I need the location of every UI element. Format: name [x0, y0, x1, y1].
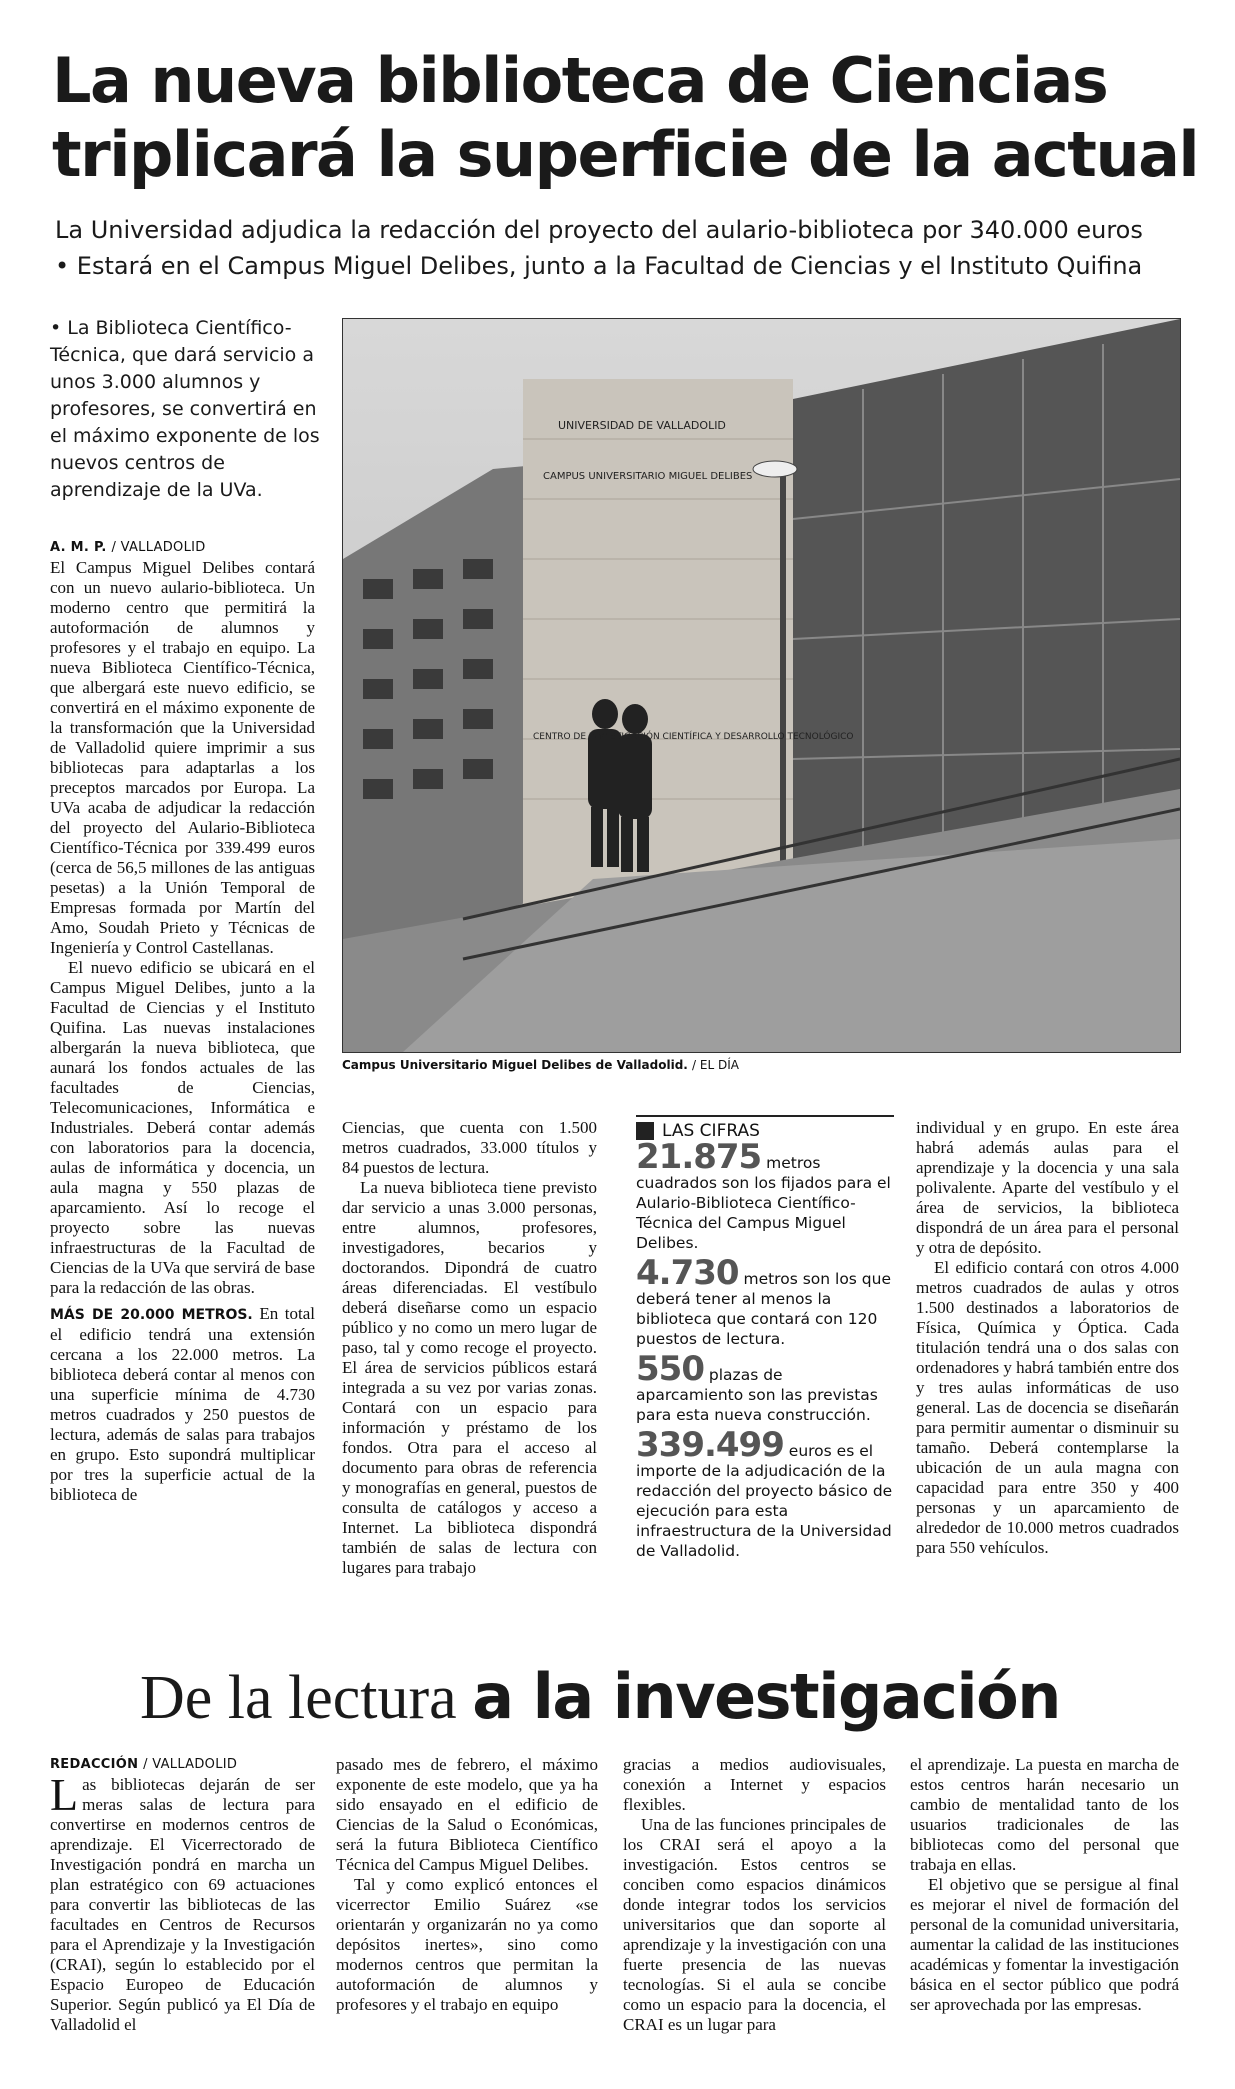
article-column-2	[342, 1118, 597, 1578]
article-paragraph: El edificio contará con otros 4.000 metros cuadrados de aulas y otros 1.500 destinados a laboratorios de Física, Química y Óptica. Cada titulación tendrá una o dos salas con ordenadores y habrá también entre dos y tres aulas informáticas de uso general. Las de docencia se diseñarán para permitir aumentar o disminuir su tamaño. Deberá contemplarse la ubicación de un aula magna con capacidad para entre 350 y 400 personas y un aparcamiento de alrededor de 10.000 metros cuadrados para 550 vehículos.	[916, 1258, 1179, 1557]
building-sign-research-center: CENTRO DE INVESTIGACIÓN CIENTÍFICA Y DESARROLLO TECNOLÓGICO	[533, 732, 854, 742]
figure-number: 21.875	[636, 1137, 762, 1177]
figure-text: euros es el importe de la adjudicación de la redacción del proyecto básico de ejecución para esta infraestructura de la Universidad de Valladolid.	[636, 1442, 893, 1560]
campus-photo	[342, 318, 1181, 1053]
drop-cap: L	[50, 1769, 79, 1820]
lead-summary: • La Biblioteca Científico-Técnica, que dará servicio a unos 3.000 alumnos y profesores, se convertirá en el máximo exponente de los nuevos centros de aprendizaje de la UVa.	[50, 317, 320, 501]
headline-line-1: La nueva biblioteca de Ciencias	[52, 44, 1108, 117]
byline-author: REDACCIÓN	[50, 1757, 139, 1772]
figure-item	[636, 1425, 894, 1561]
figure-number: 339.499	[636, 1425, 784, 1465]
figures-box-title: LAS CIFRAS	[662, 1121, 760, 1141]
byline-author: A. M. P.	[50, 540, 107, 555]
subheadline-line-2: • Estará en el Campus Miguel Delibes, junto a la Facultad de Ciencias y el Instituto Quifina	[55, 252, 1143, 280]
article-paragraph	[50, 1304, 315, 1505]
article-text: as bibliotecas dejarán de ser meras salas de lectura para convertirse en modernos centros de aprendizaje. El Vicerrectorado de Investigación pondrá en marcha un plan estratégico con 69 actuaciones para convertir las bibliotecas de las facultades en Centros de Recursos para el Aprendizaje y la Investigación (CRAI), según lo establecido por el Espacio Europeo de Educación Superior. Según publicó ya El Día de Valladolid el	[50, 1775, 315, 2034]
figure-text: plazas de aparcamiento son las previstas para esta nueva construcción.	[636, 1366, 878, 1424]
byline	[50, 1755, 315, 1775]
article-paragraph: Ciencias, que cuenta con 1.500 metros cuadrados, 33.000 títulos y 84 puestos de lectura.	[342, 1118, 597, 1177]
building-sign-university: UNIVERSIDAD DE VALLADOLID	[558, 419, 726, 432]
byline-city: / VALLADOLID	[143, 1757, 238, 1772]
photo-caption	[342, 1058, 1179, 1072]
byline	[50, 538, 315, 558]
article-paragraph: El objetivo que se persigue al final es mejorar el nivel de formación del personal de la comunidad universitaria, aumentar la calidad de las instituciones académicas y fomentar la investigación básica en el sector público que podrá ser aprovechada por las empresas.	[910, 1875, 1179, 2014]
article2-column-4	[910, 1755, 1179, 2015]
second-headline-bold: a la investigación	[472, 1660, 1060, 1733]
subheading: MÁS DE 20.000 METROS.	[50, 1307, 253, 1323]
second-headline-light: De la lectura	[140, 1664, 473, 1732]
subheadline	[55, 212, 1175, 284]
article-paragraph: pasado mes de febrero, el máximo exponente de este modelo, que ya ha sido ensayado en el edificio de Ciencias de la Salud o Económicas, será la futura Biblioteca Científico Técnica del Campus Miguel Delibes.	[336, 1755, 598, 1874]
article2-column-2	[336, 1755, 598, 2015]
article-paragraph: Tal y como explicó entonces el vicerrector Emilio Suárez «se orientarán y organizarán no ya como depósitos inertes», sino como modernos centros que permitan la autoformación de alumnos y profesores y el trabajo en equipo	[336, 1875, 598, 2014]
article-column-1	[50, 538, 315, 1505]
article-text: En total el edificio tendrá una extensión cercana a los 22.000 metros. La biblioteca deberá contar al menos con una superficie mínima de 4.730 metros cuadrados y 250 puestos de lectura, además de salas para trabajos en grupo. Esto supondrá multiplicar por tres la superficie actual de la biblioteca de	[50, 1304, 315, 1504]
figure-item	[636, 1253, 894, 1349]
article-paragraph	[50, 1769, 315, 2035]
figure-text: metros son los que deberá tener al menos la biblioteca que contará con 120 puestos de lectura.	[636, 1270, 892, 1348]
article-paragraph: El nuevo edificio se ubicará en el Campus Miguel Delibes, junto a la Facultad de Ciencias y el Instituto Quifina. Las nuevas instalaciones albergarán la nueva biblioteca, que aunará los fondos actuales de las facultades de Ciencias, Telecomunicaciones, Informática e Industriales. Deberá contar además con laboratorios para la docencia, aulas de informática y docencia, un aula magna y 550 plazas de aparcamiento. Así lo recoge el proyecto sobre las nuevas infraestructuras de la Facultad de Ciencias de la UVa que servirá de base para la redacción de las obras.	[50, 958, 315, 1297]
caption-text: Campus Universitario Miguel Delibes de Valladolid.	[342, 1058, 688, 1072]
second-headline	[140, 1660, 1120, 1734]
article-column-4	[916, 1118, 1179, 1558]
caption-source: / EL DÍA	[692, 1058, 739, 1072]
figure-text: metros cuadrados son los fijados para el Aulario-Biblioteca Científico-Técnica del Campus Miguel Delibes.	[636, 1154, 891, 1252]
article-paragraph: Una de las funciones principales de los CRAI será el apoyo a la investigación. Estos centros se conciben como espacios dinámicos donde integrar todos los servicios universitarios que dan soporte al aprendizaje y la investigación con una fuerte presencia de las nuevas tecnologías. Si el aula se concibe como un espacio para la docencia, el CRAI es un lugar para	[623, 1815, 886, 2034]
article-paragraph: el aprendizaje. La puesta en marcha de estos centros harán necesario un cambio de mentalidad tanto de los usuarios tradicionales de las bibliotecas como del personal que trabaja en ellas.	[910, 1755, 1179, 1874]
figure-item	[636, 1349, 894, 1425]
subheadline-line-1: La Universidad adjudica la redacción del proyecto del aulario-biblioteca por 340.000 euros	[55, 216, 1143, 244]
figures-box	[636, 1115, 894, 1571]
campus-building-illustration	[343, 319, 1180, 1052]
figure-number: 4.730	[636, 1253, 739, 1293]
byline-city: / VALLADOLID	[111, 540, 206, 555]
article-paragraph: gracias a medios audiovisuales, conexión a Internet y espacios flexibles.	[623, 1755, 886, 1814]
building-sign-campus: CAMPUS UNIVERSITARIO MIGUEL DELIBES	[543, 471, 753, 482]
article-paragraph: El Campus Miguel Delibes contará con un nuevo aulario-biblioteca. Un moderno centro que permitirá la autoformación de alumnos y profesores y el trabajo en equipo. La nueva Biblioteca Científico-Técnica, que albergará este nuevo edificio, se convertirá en el máximo exponente de la transformación que la Universidad de Valladolid quiere imprimir a sus bibliotecas para adaptarlas a los preceptos marcados por Europa. La UVa acaba de adjudicar la redacción del proyecto del Aulario-Biblioteca Científico-Técnica por 339.499 euros (cerca de 56,5 millones de las antiguas pesetas) a la Unión Temporal de Empresas formada por Martín del Amo, Soudah Prieto y Técnicas de Ingeniería y Control Castellanas.	[50, 558, 315, 957]
figure-number: 550	[636, 1349, 704, 1389]
article2-column-3	[623, 1755, 886, 2035]
article2-column-1	[50, 1755, 315, 2035]
headline-line-2: triplicará la superficie de la actual	[52, 118, 1199, 191]
article-paragraph: La nueva biblioteca tiene previsto dar servicio a unas 3.000 personas, entre alumnos, profesores, investigadores, becarios y doctorandos. Dipondrá de cuatro áreas diferenciadas. El vestíbulo deberá diseñarse como un espacio público y no como un mero lugar de paso, tal y como recoge el proyecto. El área de servicios públicos estará integrada a su vez por varias zonas. Contará con un espacio para información y préstamo de los fondos. Otra para el acceso al documento para obras de referencia y monografías en general, puestos de consulta de catálogos y acceso a Internet. La biblioteca dispondrá también de salas de lectura con lugares para trabajo	[342, 1178, 597, 1577]
headline	[52, 44, 1199, 192]
article-paragraph: individual y en grupo. En este área habrá además aulas para el aprendizaje y la docencia y una sala polivalente. Aparte del vestíbulo y el área de servicios, la biblioteca dispondrá de un área para el personal y otra de depósito.	[916, 1118, 1179, 1257]
figure-item	[636, 1137, 894, 1253]
